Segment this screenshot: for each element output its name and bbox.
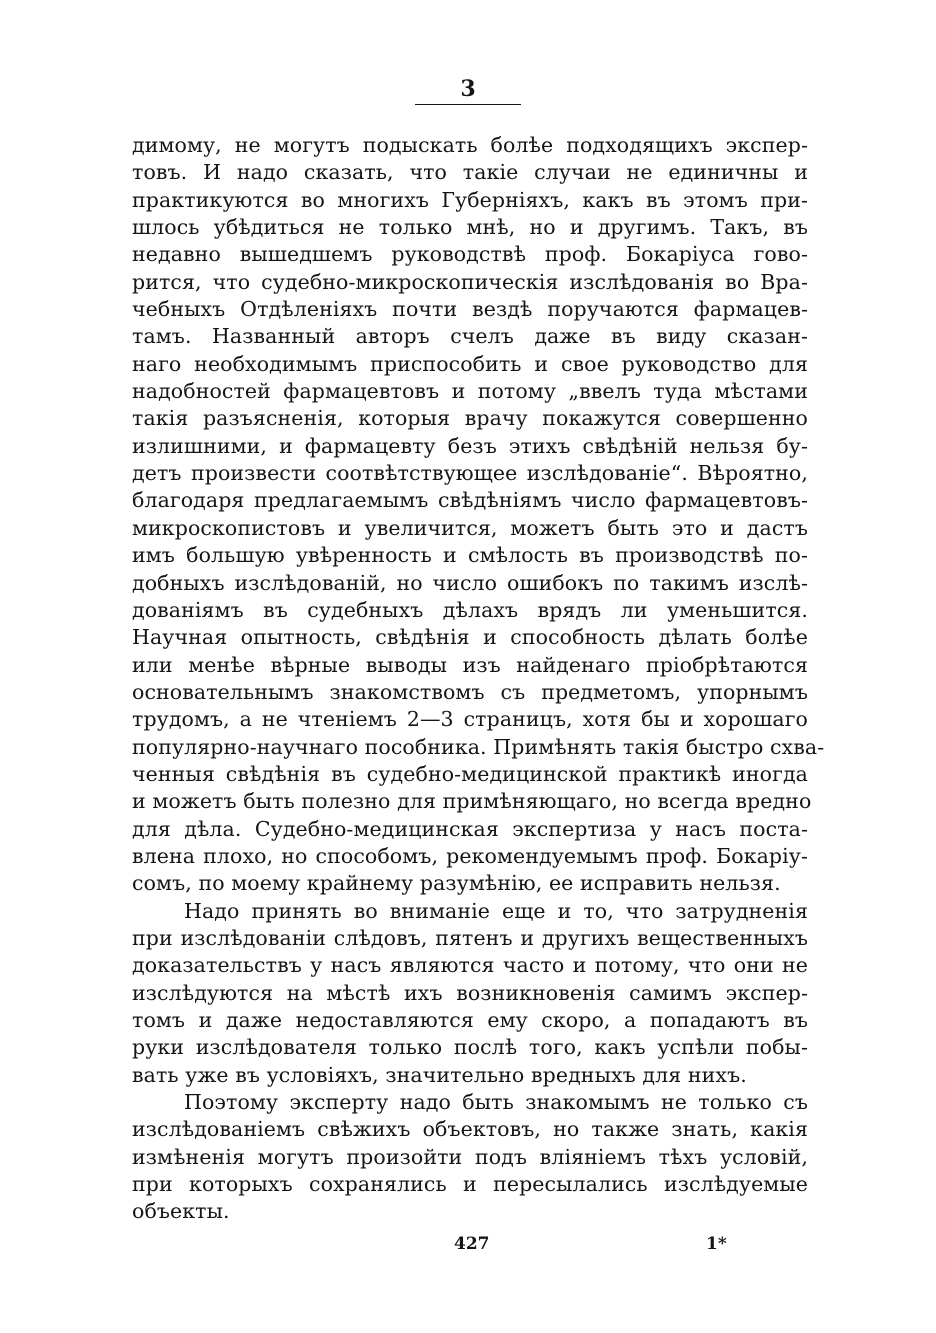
text-line: ченныя свѣдѣнія въ судебно-медицинской практикѣ иногда (132, 761, 808, 786)
text-line: добныхъ изслѣдованій, но число ошибокъ по такимъ изслѣ- (132, 570, 808, 595)
text-line: микроскопистовъ и увеличится, можетъ быть это и дастъ (132, 515, 808, 540)
text-line: товъ. И надо сказать, что такіе случаи не единичны и (132, 160, 808, 185)
text-line: рится, что судебно-микроскопическія изслѣдованія во Вра- (132, 269, 808, 294)
paragraph-2 (132, 898, 808, 1089)
text-line: недавно вышедшемъ руководствѣ проф. Бокаріуса гово- (132, 242, 808, 267)
text-line: димому, не могутъ подыскать болѣе подходящихъ экспер- (132, 133, 808, 157)
text-line: популярно-научнаго пособника. Примѣнять такія быстро схва- (132, 734, 825, 759)
text-line: Надо принять во вниманіе еще и то, что затрудненія (184, 898, 808, 923)
text-line: при которыхъ сохранялись и пересылались изслѣдуемые (132, 1172, 808, 1197)
text-line: объекты. (132, 1199, 230, 1224)
page-number: 3 (460, 76, 476, 102)
text-line: изслѣдованіемъ свѣжихъ объектовъ, но также знать, какія (132, 1117, 808, 1142)
text-line: изслѣдуются на мѣстѣ ихъ возникновенія самимъ экспер- (132, 980, 808, 1005)
text-line: при изслѣдованіи слѣдовъ, пятенъ и другихъ вещественныхъ (132, 925, 808, 950)
text-line: практикуются во многихъ Губерніяхъ, какъ въ этомъ при- (132, 187, 808, 212)
text-line: Научная опытность, свѣдѣнія и способность дѣлать болѣе (132, 625, 808, 650)
text-line: надобностей фармацевтовъ и потому „ввелъ туда мѣстами (132, 379, 808, 404)
sheet-mark: 1* (706, 1234, 727, 1254)
text-line: излишними, и фармацевту безъ этихъ свѣдѣній нельзя бу- (132, 433, 808, 458)
page-header (0, 76, 936, 105)
text-line: чебныхъ Отдѣленіяхъ почти вездѣ поручаются фармацев- (132, 297, 808, 322)
text-line: и можетъ быть полезно для примѣняющаго, но всегда вредно (132, 789, 812, 814)
paragraph-1 (132, 132, 825, 898)
text-line: Поэтому эксперту надо быть знакомымъ не только съ (184, 1090, 808, 1115)
text-line: такія разъясненія, которыя врачу покажутся совершенно (132, 406, 808, 431)
text-line: руки изслѣдователя только послѣ того, какъ успѣли побы- (132, 1035, 808, 1060)
text-line: имъ большую увѣренность и смѣлость въ производствѣ по- (132, 543, 808, 568)
text-line: основательнымъ знакомствомъ съ предметомъ, упорнымъ (132, 679, 808, 704)
text-line: для дѣла. Судебно-медицинская экспертиза у насъ поста- (132, 816, 808, 841)
text-line: наго необходимымъ приспособить и свое руководство для (132, 351, 808, 376)
text-line: шлось убѣдиться не только мнѣ, но и другимъ. Такъ, въ (132, 215, 808, 240)
body-text (132, 132, 825, 1226)
paragraph-3 (132, 1089, 808, 1226)
text-line: трудомъ, а не чтеніемъ 2—3 страницъ, хотя бы и хорошаго (132, 707, 808, 732)
text-line: влена плохо, но способомъ, рекомендуемымъ проф. Бокаріу- (132, 843, 808, 868)
page-footer (0, 1234, 936, 1262)
text-line: тамъ. Названный авторъ счелъ даже въ виду сказан- (132, 324, 808, 349)
text-line: доказательствъ у насъ являются часто и потому, что они не (132, 953, 808, 978)
text-line: вать уже въ условіяхъ, значительно вредныхъ для нихъ. (132, 1062, 747, 1087)
text-line: томъ и даже недоставляются ему скоро, а попадаютъ въ (132, 1008, 808, 1032)
text-line: измѣненія могутъ произойти подъ вліяніемъ тѣхъ условій, (132, 1144, 808, 1169)
header-rule (415, 104, 521, 105)
text-line: или менѣе вѣрные выводы изъ найденаго пріобрѣтаются (132, 652, 808, 677)
text-line: дованіямъ въ судебныхъ дѣлахъ врядъ ли уменьшится. (132, 597, 808, 622)
text-line: благодаря предлагаемымъ свѣдѣніямъ число фармацевтовъ- (132, 488, 808, 513)
text-line: сомъ, по моему крайнему разумѣнію, ее исправить нельзя. (132, 871, 781, 896)
signature-number: 427 (454, 1234, 490, 1254)
text-line: детъ произвести соотвѣтствующее изслѣдованіе“. Вѣроятно, (132, 461, 808, 486)
